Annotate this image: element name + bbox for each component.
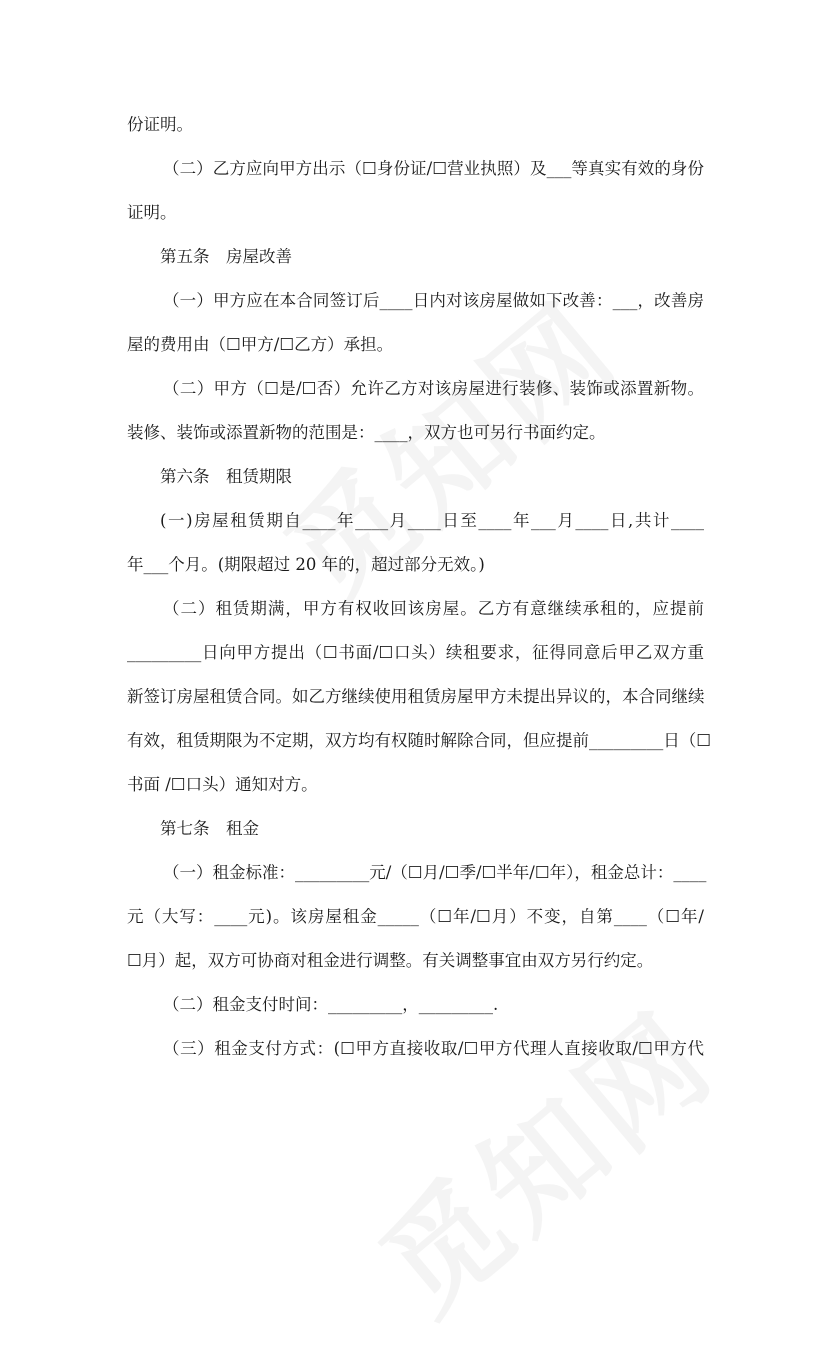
paragraph-line: （二）租金支付时间：_________，_________. <box>163 995 499 1014</box>
paragraph-line: (一)房屋租赁期自____年____月____日至____年___月____日,共计____ <box>160 511 704 530</box>
paragraph-line: 有效，租赁期限为不定期，双方均有权随时解除合同，但应提前_________日（☐ <box>127 731 712 750</box>
paragraph-line: （一）租金标准：_________元/（☐月/☐季/☐半年/☐年），租金总计：____ <box>163 863 707 882</box>
paragraph-line: 年___个月。(期限超过 20 年的，超过部分无效。) <box>127 555 485 574</box>
paragraph-line: _________日向甲方提出（☐书面/☐口头）续租要求，征得同意后甲乙双方重 <box>127 643 704 662</box>
paragraph-line: （二）甲方（☐是/☐否）允许乙方对该房屋进行装修、装饰或添置新物。 <box>163 379 704 398</box>
paragraph-line: 份证明。 <box>127 115 193 134</box>
section-heading: 第七条 租金 <box>160 819 259 838</box>
paragraph-line: 新签订房屋租赁合同。如乙方继续使用租赁房屋甲方未提出异议的，本合同继续 <box>127 687 705 706</box>
section-heading: 第五条 房屋改善 <box>160 247 292 266</box>
paragraph-line: （三）租金支付方式：(☐甲方直接收取/☐甲方代理人直接收取/☐甲方代 <box>163 1039 704 1058</box>
watermark <box>340 967 745 1345</box>
section-heading: 第六条 租赁期限 <box>160 467 292 486</box>
paragraph-line: 装修、装饰或添置新物的范围是：____，双方也可另行书面约定。 <box>127 423 606 442</box>
paragraph-line: ☐月）起，双方可协商对租金进行调整。有关调整事宜由双方另行约定。 <box>127 951 654 970</box>
watermark <box>245 257 650 636</box>
paragraph-line: 屋的费用由（☐甲方/☐乙方）承担。 <box>127 335 394 354</box>
paragraph-line: 元（大写：____元)。该房屋租金_____（☐年/☐月）不变，自第____（☐年/ <box>127 907 704 926</box>
paragraph-line: （二）乙方应向甲方出示（☐身份证/☐营业执照）及___等真实有效的身份 <box>163 159 704 178</box>
paragraph-line: （一）甲方应在本合同签订后____日内对该房屋做如下改善：___，改善房 <box>163 291 704 310</box>
paragraph-line: 书面 /☐口头）通知对方。 <box>127 775 318 794</box>
paragraph-line: 证明。 <box>127 203 177 222</box>
paragraph-line: （二）租赁期满，甲方有权收回该房屋。乙方有意继续承租的，应提前 <box>163 599 704 618</box>
